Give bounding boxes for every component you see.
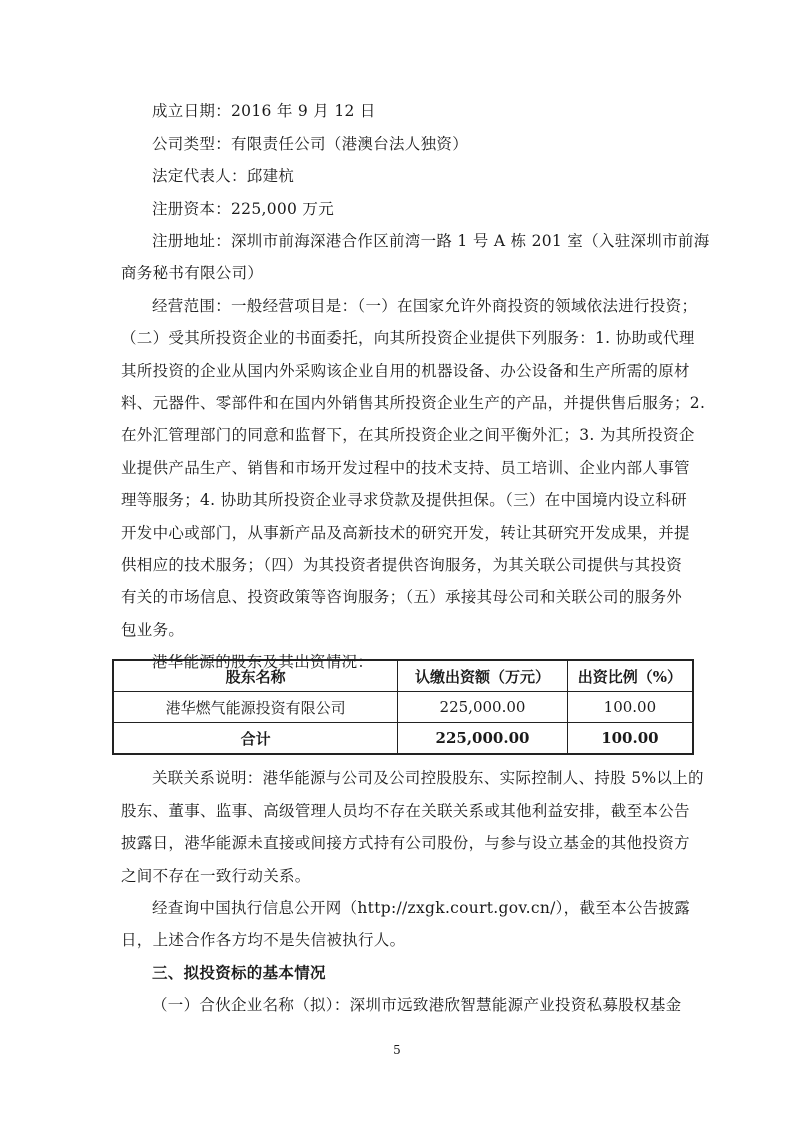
text-line-company-type: 公司类型：有限责任公司（港澳台法人独资） [152, 135, 469, 153]
table-total-row [113, 723, 693, 755]
cell-share-ratio: 100.00 [567, 692, 693, 723]
header-share-ratio: 出资比例（%） [567, 660, 693, 692]
text-line-shareholders-intro: 港华能源的股东及其出资情况： [152, 653, 374, 671]
text-line-relationship: 关联关系说明：港华能源与公司及公司控股股东、实际控制人、持股 5%以上的 [152, 769, 704, 787]
cell-total-capital: 225,000.00 [398, 723, 568, 755]
cell-total-label: 合计 [113, 723, 398, 755]
text-line-business-scope: 经营范围：一般经营项目是：（一）在国家允许外商投资的领域依法进行投资； [152, 297, 698, 315]
table-row [113, 692, 693, 723]
cell-subscribed-capital: 225,000.00 [398, 692, 568, 723]
text-line: 在外汇管理部门的同意和监督下，在其所投资企业之间平衡外汇；3. 为其所投资企 [121, 426, 695, 444]
text-line: 料、元器件、零部件和在国内外销售其所投资企业生产的产品，并提供售后服务；2. [121, 394, 706, 412]
text-line: 披露日，港华能源未直接或间接方式持有公司股份，与参与设立基金的其他投资方 [121, 834, 690, 852]
text-line: 理等服务；4. 协助其所投资企业寻求贷款及提供担保。（三）在中国境内设立科研 [121, 491, 687, 509]
header-subscribed-capital: 认缴出资额（万元） [398, 660, 568, 692]
text-line: 业提供产品生产、销售和市场开发过程中的技术支持、员工培训、企业内部人事管 [121, 459, 690, 477]
text-line: 包业务。 [121, 621, 185, 639]
text-line: 其所投资的企业从国内外采购该企业自用的机器设备、办公设备和生产所需的原材 [121, 362, 690, 380]
cell-total-ratio: 100.00 [567, 723, 693, 755]
text-line-registered-capital: 注册资本：225,000 万元 [152, 200, 335, 218]
text-line: 之间不存在一致行动关系。 [121, 867, 311, 885]
cell-shareholder-name: 港华燃气能源投资有限公司 [113, 692, 398, 723]
text-line-established-date: 成立日期：2016 年 9 月 12 日 [152, 102, 376, 120]
shareholders-table [112, 659, 694, 755]
text-line-address: 注册地址：深圳市前海深港合作区前湾一路 1 号 A 栋 201 室（入驻深圳市前海 [152, 232, 710, 250]
text-line: 有关的市场信息、投资政策等咨询服务；（五）承接其母公司和关联公司的服务外 [121, 588, 683, 606]
page-number: 5 [393, 1043, 401, 1057]
text-line-fund-name: （一）合伙企业名称（拟）：深圳市远致港欣智慧能源产业投资私募股权基金 [152, 996, 682, 1014]
text-line: （二）受其所投资企业的书面委托，向其所投资企业提供下列服务：1. 协助或代理 [121, 329, 695, 347]
text-line: 开发中心或部门，从事新产品及高新技术的研究开发，转让其研究开发成果，并提 [121, 524, 690, 542]
text-line-court-check: 经查询中国执行信息公开网（http://zxgk.court.gov.cn/），截至本公告披露 [152, 899, 691, 917]
text-line-address-cont: 商务秘书有限公司） [121, 264, 264, 282]
text-line-legal-rep: 法定代表人：邱建杭 [152, 167, 295, 185]
text-line: 供相应的技术服务；（四）为其投资者提供咨询服务，为其关联公司提供与其投资 [121, 556, 683, 574]
header-shareholder-name: 股东名称 [113, 660, 398, 692]
section-heading: 三、拟投资标的基本情况 [152, 963, 326, 982]
table-header-row [113, 660, 693, 692]
text-line: 股东、董事、监事、高级管理人员均不存在关联关系或其他利益安排，截至本公告 [121, 802, 690, 820]
text-line: 日，上述合作各方均不是失信被执行人。 [121, 931, 406, 949]
